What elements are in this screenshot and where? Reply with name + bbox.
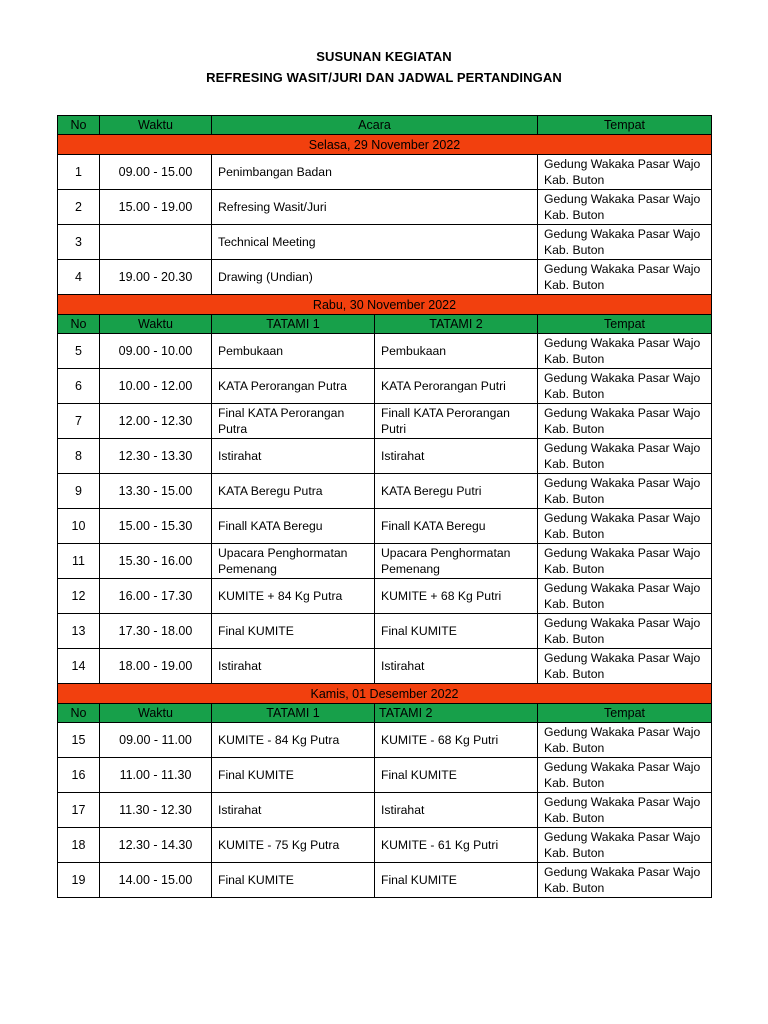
table-row	[58, 544, 712, 579]
row-waktu: 18.00 - 19.00	[100, 649, 212, 684]
day-date: Rabu, 30 November 2022	[58, 295, 712, 315]
row-tatami-1: Istirahat	[212, 793, 375, 828]
table-row	[58, 758, 712, 793]
header-waktu: Waktu	[100, 116, 212, 135]
row-tatami-2: KATA Perorangan Putri	[375, 369, 538, 404]
day-header-row	[58, 135, 712, 155]
header-tatami-1: TATAMI 1	[212, 704, 375, 723]
row-waktu: 09.00 - 15.00	[100, 155, 212, 190]
row-tempat: Gedung Wakaka Pasar Wajo Kab. Buton	[538, 758, 712, 793]
row-waktu: 16.00 - 17.30	[100, 579, 212, 614]
header-tempat: Tempat	[538, 315, 712, 334]
table-row	[58, 190, 712, 225]
row-tempat: Gedung Wakaka Pasar Wajo Kab. Buton	[538, 260, 712, 295]
row-tatami-2: Upacara Penghormatan Pemenang	[375, 544, 538, 579]
table-row	[58, 863, 712, 898]
day-header-row	[58, 295, 712, 315]
row-tatami-2: Final KUMITE	[375, 758, 538, 793]
table-row	[58, 509, 712, 544]
row-acara: Penimbangan Badan	[212, 155, 538, 190]
row-acara: Technical Meeting	[212, 225, 538, 260]
row-no: 9	[58, 474, 100, 509]
row-acara: Refresing Wasit/Juri	[212, 190, 538, 225]
row-waktu: 15.00 - 19.00	[100, 190, 212, 225]
row-tatami-2: Final KUMITE	[375, 614, 538, 649]
row-waktu: 09.00 - 10.00	[100, 334, 212, 369]
row-no: 16	[58, 758, 100, 793]
row-tempat: Gedung Wakaka Pasar Wajo Kab. Buton	[538, 509, 712, 544]
table-row	[58, 334, 712, 369]
row-waktu: 12.30 - 14.30	[100, 828, 212, 863]
row-no: 6	[58, 369, 100, 404]
row-tatami-1: Istirahat	[212, 439, 375, 474]
row-waktu: 10.00 - 12.00	[100, 369, 212, 404]
row-no: 18	[58, 828, 100, 863]
row-no: 2	[58, 190, 100, 225]
day-header-row	[58, 684, 712, 704]
row-tatami-1: Final KUMITE	[212, 614, 375, 649]
row-acara: Drawing (Undian)	[212, 260, 538, 295]
row-waktu: 12.30 - 13.30	[100, 439, 212, 474]
row-waktu: 09.00 - 11.00	[100, 723, 212, 758]
row-no: 15	[58, 723, 100, 758]
header-tempat: Tempat	[538, 704, 712, 723]
row-no: 1	[58, 155, 100, 190]
row-tempat: Gedung Wakaka Pasar Wajo Kab. Buton	[538, 225, 712, 260]
table-header-row	[58, 315, 712, 334]
row-no: 19	[58, 863, 100, 898]
header-tatami-2: TATAMI 2	[375, 704, 538, 723]
table-row	[58, 439, 712, 474]
document-subtitle: REFRESING WASIT/JURI DAN JADWAL PERTANDINGAN	[206, 70, 562, 85]
row-tatami-2: KUMITE + 68 Kg Putri	[375, 579, 538, 614]
table-row	[58, 474, 712, 509]
row-tatami-1: Finall KATA Beregu	[212, 509, 375, 544]
row-no: 12	[58, 579, 100, 614]
row-tempat: Gedung Wakaka Pasar Wajo Kab. Buton	[538, 828, 712, 863]
table-row	[58, 828, 712, 863]
table-row	[58, 369, 712, 404]
row-tatami-1: Final KUMITE	[212, 758, 375, 793]
row-tempat: Gedung Wakaka Pasar Wajo Kab. Buton	[538, 334, 712, 369]
row-tatami-1: Final KATA Perorangan Putra	[212, 404, 375, 439]
header-waktu: Waktu	[100, 704, 212, 723]
row-tatami-1: Pembukaan	[212, 334, 375, 369]
header-waktu: Waktu	[100, 315, 212, 334]
row-tempat: Gedung Wakaka Pasar Wajo Kab. Buton	[538, 404, 712, 439]
row-waktu: 14.00 - 15.00	[100, 863, 212, 898]
table-row	[58, 225, 712, 260]
row-tempat: Gedung Wakaka Pasar Wajo Kab. Buton	[538, 439, 712, 474]
row-tatami-2: Finall KATA Perorangan Putri	[375, 404, 538, 439]
table-header-row	[58, 704, 712, 723]
row-tempat: Gedung Wakaka Pasar Wajo Kab. Buton	[538, 369, 712, 404]
row-tatami-1: KATA Beregu Putra	[212, 474, 375, 509]
row-tatami-1: KUMITE - 75 Kg Putra	[212, 828, 375, 863]
header-tatami-1: TATAMI 1	[212, 315, 375, 334]
row-tatami-1: Upacara Penghormatan Pemenang	[212, 544, 375, 579]
table-header-row	[58, 116, 712, 135]
row-tempat: Gedung Wakaka Pasar Wajo Kab. Buton	[538, 793, 712, 828]
header-acara: Acara	[212, 116, 538, 135]
schedule-table	[57, 115, 712, 898]
row-waktu: 12.00 - 12.30	[100, 404, 212, 439]
row-tatami-1: KUMITE - 84 Kg Putra	[212, 723, 375, 758]
row-tatami-1: Final KUMITE	[212, 863, 375, 898]
row-tempat: Gedung Wakaka Pasar Wajo Kab. Buton	[538, 155, 712, 190]
header-no: No	[58, 315, 100, 334]
row-waktu: 17.30 - 18.00	[100, 614, 212, 649]
table-row	[58, 579, 712, 614]
row-waktu: 19.00 - 20.30	[100, 260, 212, 295]
row-tempat: Gedung Wakaka Pasar Wajo Kab. Buton	[538, 723, 712, 758]
row-no: 17	[58, 793, 100, 828]
header-no: No	[58, 116, 100, 135]
row-tatami-2: Finall KATA Beregu	[375, 509, 538, 544]
row-no: 13	[58, 614, 100, 649]
row-tatami-2: KUMITE - 61 Kg Putri	[375, 828, 538, 863]
row-waktu: 15.30 - 16.00	[100, 544, 212, 579]
row-tatami-2: KUMITE - 68 Kg Putri	[375, 723, 538, 758]
row-waktu	[100, 225, 212, 260]
row-tempat: Gedung Wakaka Pasar Wajo Kab. Buton	[538, 474, 712, 509]
table-row	[58, 260, 712, 295]
row-tatami-2: Istirahat	[375, 793, 538, 828]
row-tatami-2: Istirahat	[375, 649, 538, 684]
table-row	[58, 155, 712, 190]
table-row	[58, 614, 712, 649]
row-waktu: 15.00 - 15.30	[100, 509, 212, 544]
row-waktu: 11.30 - 12.30	[100, 793, 212, 828]
row-tatami-1: KUMITE + 84 Kg Putra	[212, 579, 375, 614]
document-title: SUSUNAN KEGIATAN	[316, 49, 452, 64]
row-tempat: Gedung Wakaka Pasar Wajo Kab. Buton	[538, 190, 712, 225]
row-tatami-1: KATA Perorangan Putra	[212, 369, 375, 404]
row-tempat: Gedung Wakaka Pasar Wajo Kab. Buton	[538, 863, 712, 898]
row-tempat: Gedung Wakaka Pasar Wajo Kab. Buton	[538, 544, 712, 579]
row-no: 14	[58, 649, 100, 684]
day-date: Kamis, 01 Desember 2022	[58, 684, 712, 704]
table-row	[58, 649, 712, 684]
table-row	[58, 723, 712, 758]
row-no: 10	[58, 509, 100, 544]
row-waktu: 11.00 - 11.30	[100, 758, 212, 793]
row-tempat: Gedung Wakaka Pasar Wajo Kab. Buton	[538, 579, 712, 614]
header-tempat: Tempat	[538, 116, 712, 135]
table-row	[58, 404, 712, 439]
day-date: Selasa, 29 November 2022	[58, 135, 712, 155]
header-no: No	[58, 704, 100, 723]
row-tatami-1: Istirahat	[212, 649, 375, 684]
row-tatami-2: Istirahat	[375, 439, 538, 474]
row-no: 5	[58, 334, 100, 369]
row-no: 11	[58, 544, 100, 579]
row-no: 3	[58, 225, 100, 260]
row-tempat: Gedung Wakaka Pasar Wajo Kab. Buton	[538, 614, 712, 649]
row-tatami-2: Final KUMITE	[375, 863, 538, 898]
table-row	[58, 793, 712, 828]
row-tempat: Gedung Wakaka Pasar Wajo Kab. Buton	[538, 649, 712, 684]
row-no: 8	[58, 439, 100, 474]
header-tatami-2: TATAMI 2	[375, 315, 538, 334]
row-waktu: 13.30 - 15.00	[100, 474, 212, 509]
row-no: 4	[58, 260, 100, 295]
row-tatami-2: KATA Beregu Putri	[375, 474, 538, 509]
row-no: 7	[58, 404, 100, 439]
row-tatami-2: Pembukaan	[375, 334, 538, 369]
